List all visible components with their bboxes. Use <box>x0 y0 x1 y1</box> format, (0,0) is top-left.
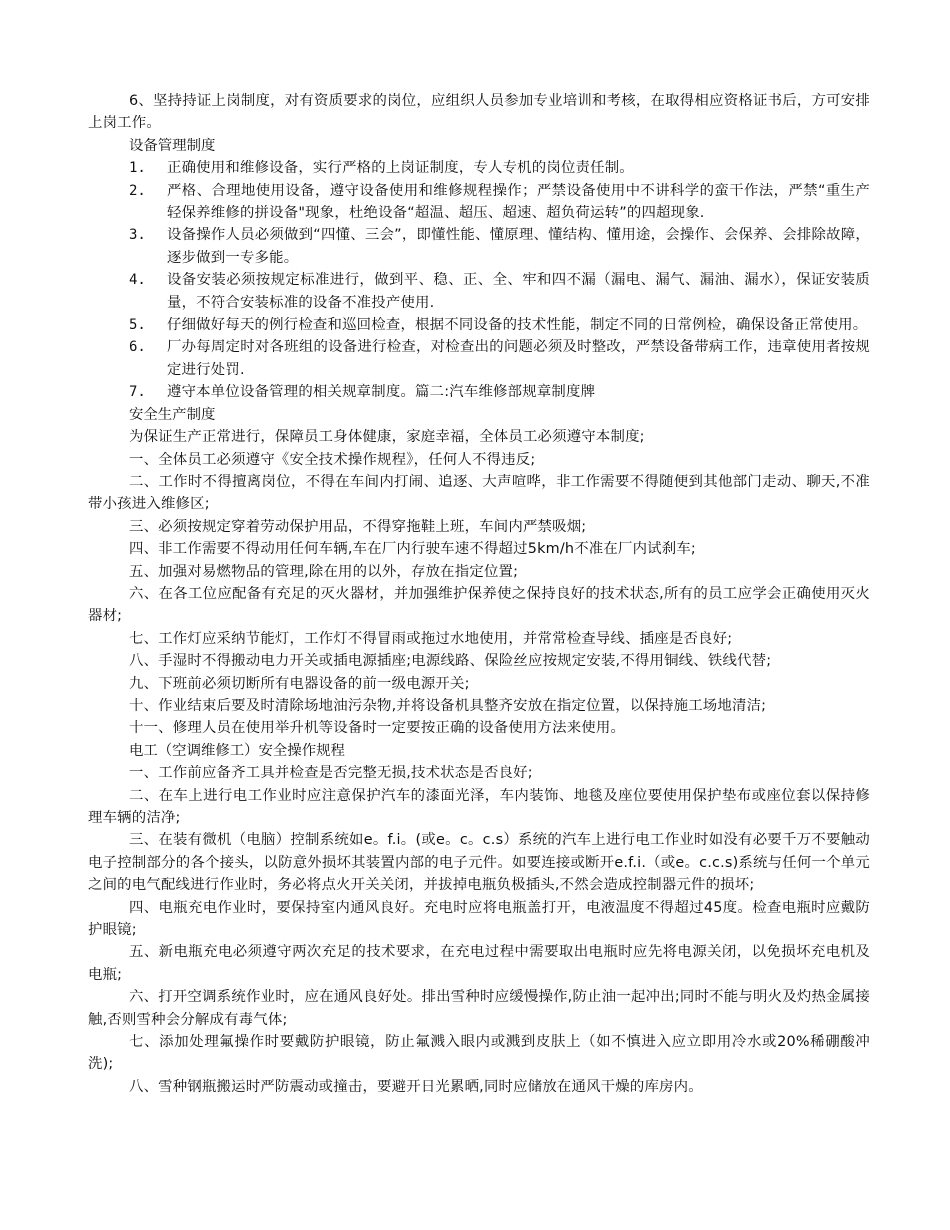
safety-paragraph: 九、下班前必须切断所有电器设备的前一级电源开关; <box>129 675 470 692</box>
item-text: 遵守本单位设备管理的相关规章制度。篇二:汽车维修部规章制度牌 <box>167 384 596 401</box>
electrician-paragraph: 三、在装有微机（电脑）控制系统如e。f.i。(或e。c。c.s）系统的汽车上进行电工作业时如没有必要千万不要触动电子控制部分的各个接头，以防意外损坏其装置内部的电子元件。如要连接或断开e.f.i.（或e。c.c.s)系统与任何一个单元之间的电气配线进行作业时，务必将点火开关关闭，并拔掉电瓶负极插头,不然会造成控制器元件的损坏; <box>88 832 870 894</box>
list-item <box>88 381 870 403</box>
electrician-paragraph: 五、新电瓶充电必须遵守两次充足的技术要求，在充电过程中需要取出电瓶时应先将电源关闭，以免损坏充电机及电瓶; <box>88 944 870 983</box>
safety-paragraph: 二、工作时不得擅离岗位，不得在车间内打闹、追逐、大声喧哗，非工作需要不得随便到其他部门走动、聊天,不准带小孩进入维修区; <box>88 473 870 513</box>
equipment-list <box>88 157 870 403</box>
electrician-paragraph: 四、电瓶充电作业时，要保持室内通风良好。充电时应将电瓶盖打开，电液温度不得超过45度。检查电瓶时应戴防护眼镜; <box>88 899 870 939</box>
safety-heading: 安全生产制度 <box>129 406 216 423</box>
list-item <box>88 224 870 269</box>
item-number: 7. <box>129 384 146 401</box>
item-text: 设备安装必须按规定标准进行，做到平、稳、正、全、牢和四不漏（漏电、漏气、漏油、漏水），保证安装质量，不符合安装标准的设备不准投产使用. <box>167 272 870 311</box>
item-text: 厂办每周定时对各班组的设备进行检查，对检查出的问题必须及时整改，严禁设备带病工作，违章使用者按规定进行处罚. <box>167 339 870 378</box>
safety-paragraph: 八、手湿时不得搬动电力开关或插电源插座;电源线路、保险丝应按规定安装,不得用铜线、铁线代替; <box>129 653 772 670</box>
electrician-heading: 电工（空调维修工）安全操作规程 <box>129 742 345 759</box>
document-page <box>88 90 870 1098</box>
electrician-paragraph: 六、打开空调系统作业时，应在通风良好处。排出雪种时应缓慢操作,防止油一起冲出;同时不能与明火及灼热金属接触,否则雪种会分解成有毒气体; <box>88 989 870 1028</box>
list-item <box>88 336 870 381</box>
intro-paragraph: 6、坚持持证上岗制度，对有资质要求的岗位，应组织人员参加专业培训和考核，在取得相应资格证书后，方可安排上岗工作。 <box>88 93 870 132</box>
safety-paragraph: 一、全体员工必须遵守《安全技术操作规程》，任何人不得违反; <box>129 451 536 468</box>
safety-paragraph: 六、在各工位应配备有充足的灭火器材，并加强维护保养使之保持良好的技术状态,所有的员工应学会正确使用灭火器材; <box>88 585 870 625</box>
equipment-heading: 设备管理制度 <box>129 137 216 154</box>
safety-paragraph: 三、必须按规定穿着劳动保护用品，不得穿拖鞋上班，车间内严禁吸烟; <box>129 518 587 535</box>
list-item <box>88 269 870 314</box>
list-item <box>88 180 870 225</box>
item-number: 3. <box>129 227 146 244</box>
item-text: 设备操作人员必须做到“四懂、三会”，即懂性能、懂原理、懂结构、懂用途，会操作、会保养、会排除故障，逐步做到一专多能。 <box>167 227 870 266</box>
item-number: 5. <box>129 317 146 334</box>
list-item <box>88 157 870 179</box>
item-number: 2. <box>129 182 146 199</box>
list-item <box>88 314 870 336</box>
electrician-paragraph: 八、雪种钢瓶搬运时严防震动或撞击，要避开日光累晒,同时应储放在通风干燥的库房内。 <box>129 1078 703 1095</box>
item-text: 正确使用和维修设备，实行严格的上岗证制度，专人专机的岗位责任制。 <box>167 160 634 177</box>
safety-paragraph: 为保证生产正常进行，保障员工身体健康，家庭幸福，全体员工必须遵守本制度; <box>129 429 645 446</box>
item-number: 4. <box>129 272 146 289</box>
safety-paragraph: 十、作业结束后要及时清除场地油污杂物,并将设备机具整齐安放在指定位置，以保持施工场地清洁; <box>129 697 767 714</box>
safety-paragraph: 七、工作灯应采纳节能灯，工作灯不得冒雨或拖过水地使用，并常常检查导线、插座是否良好; <box>129 630 733 647</box>
electrician-section <box>88 762 870 1098</box>
item-number: 6. <box>129 339 146 356</box>
electrician-paragraph: 一、工作前应备齐工具并检查是否完整无损,技术状态是否良好; <box>129 765 533 782</box>
safety-paragraph: 十一、修理人员在使用举升机等设备时一定要按正确的设备使用方法来使用。 <box>129 720 626 737</box>
electrician-paragraph: 七、添加处理氟操作时要戴防护眼镜，防止氟溅入眼内或溅到皮肤上（如不慎进入应立即用冷水或20%稀硼酸冲洗); <box>88 1034 870 1073</box>
electrician-paragraph: 二、在车上进行电工作业时应注意保护汽车的漆面光泽，车内装饰、地毯及座位要使用保护垫布或座位套以保持修理车辆的洁净; <box>88 787 870 826</box>
item-number: 1. <box>129 160 146 177</box>
safety-section <box>88 426 870 740</box>
safety-paragraph: 五、加强对易燃物品的管理,除在用的以外，存放在指定位置; <box>129 563 519 580</box>
safety-paragraph: 四、非工作需要不得动用任何车辆,车在厂内行驶车速不得超过5km/h不准在厂内试刹车; <box>129 541 696 558</box>
item-text: 仔细做好每天的例行检查和巡回检查，根据不同设备的技术性能，制定不同的日常例检，确保设备正常使用。 <box>167 317 868 334</box>
item-text: 严格、合理地使用设备，遵守设备使用和维修规程操作；严禁设备使用中不讲科学的蛮干作法，严禁“重生产轻保养维修的拼设备"现象，杜绝设备“超温、超压、超速、超负荷运转”的四超现象. <box>167 182 870 222</box>
